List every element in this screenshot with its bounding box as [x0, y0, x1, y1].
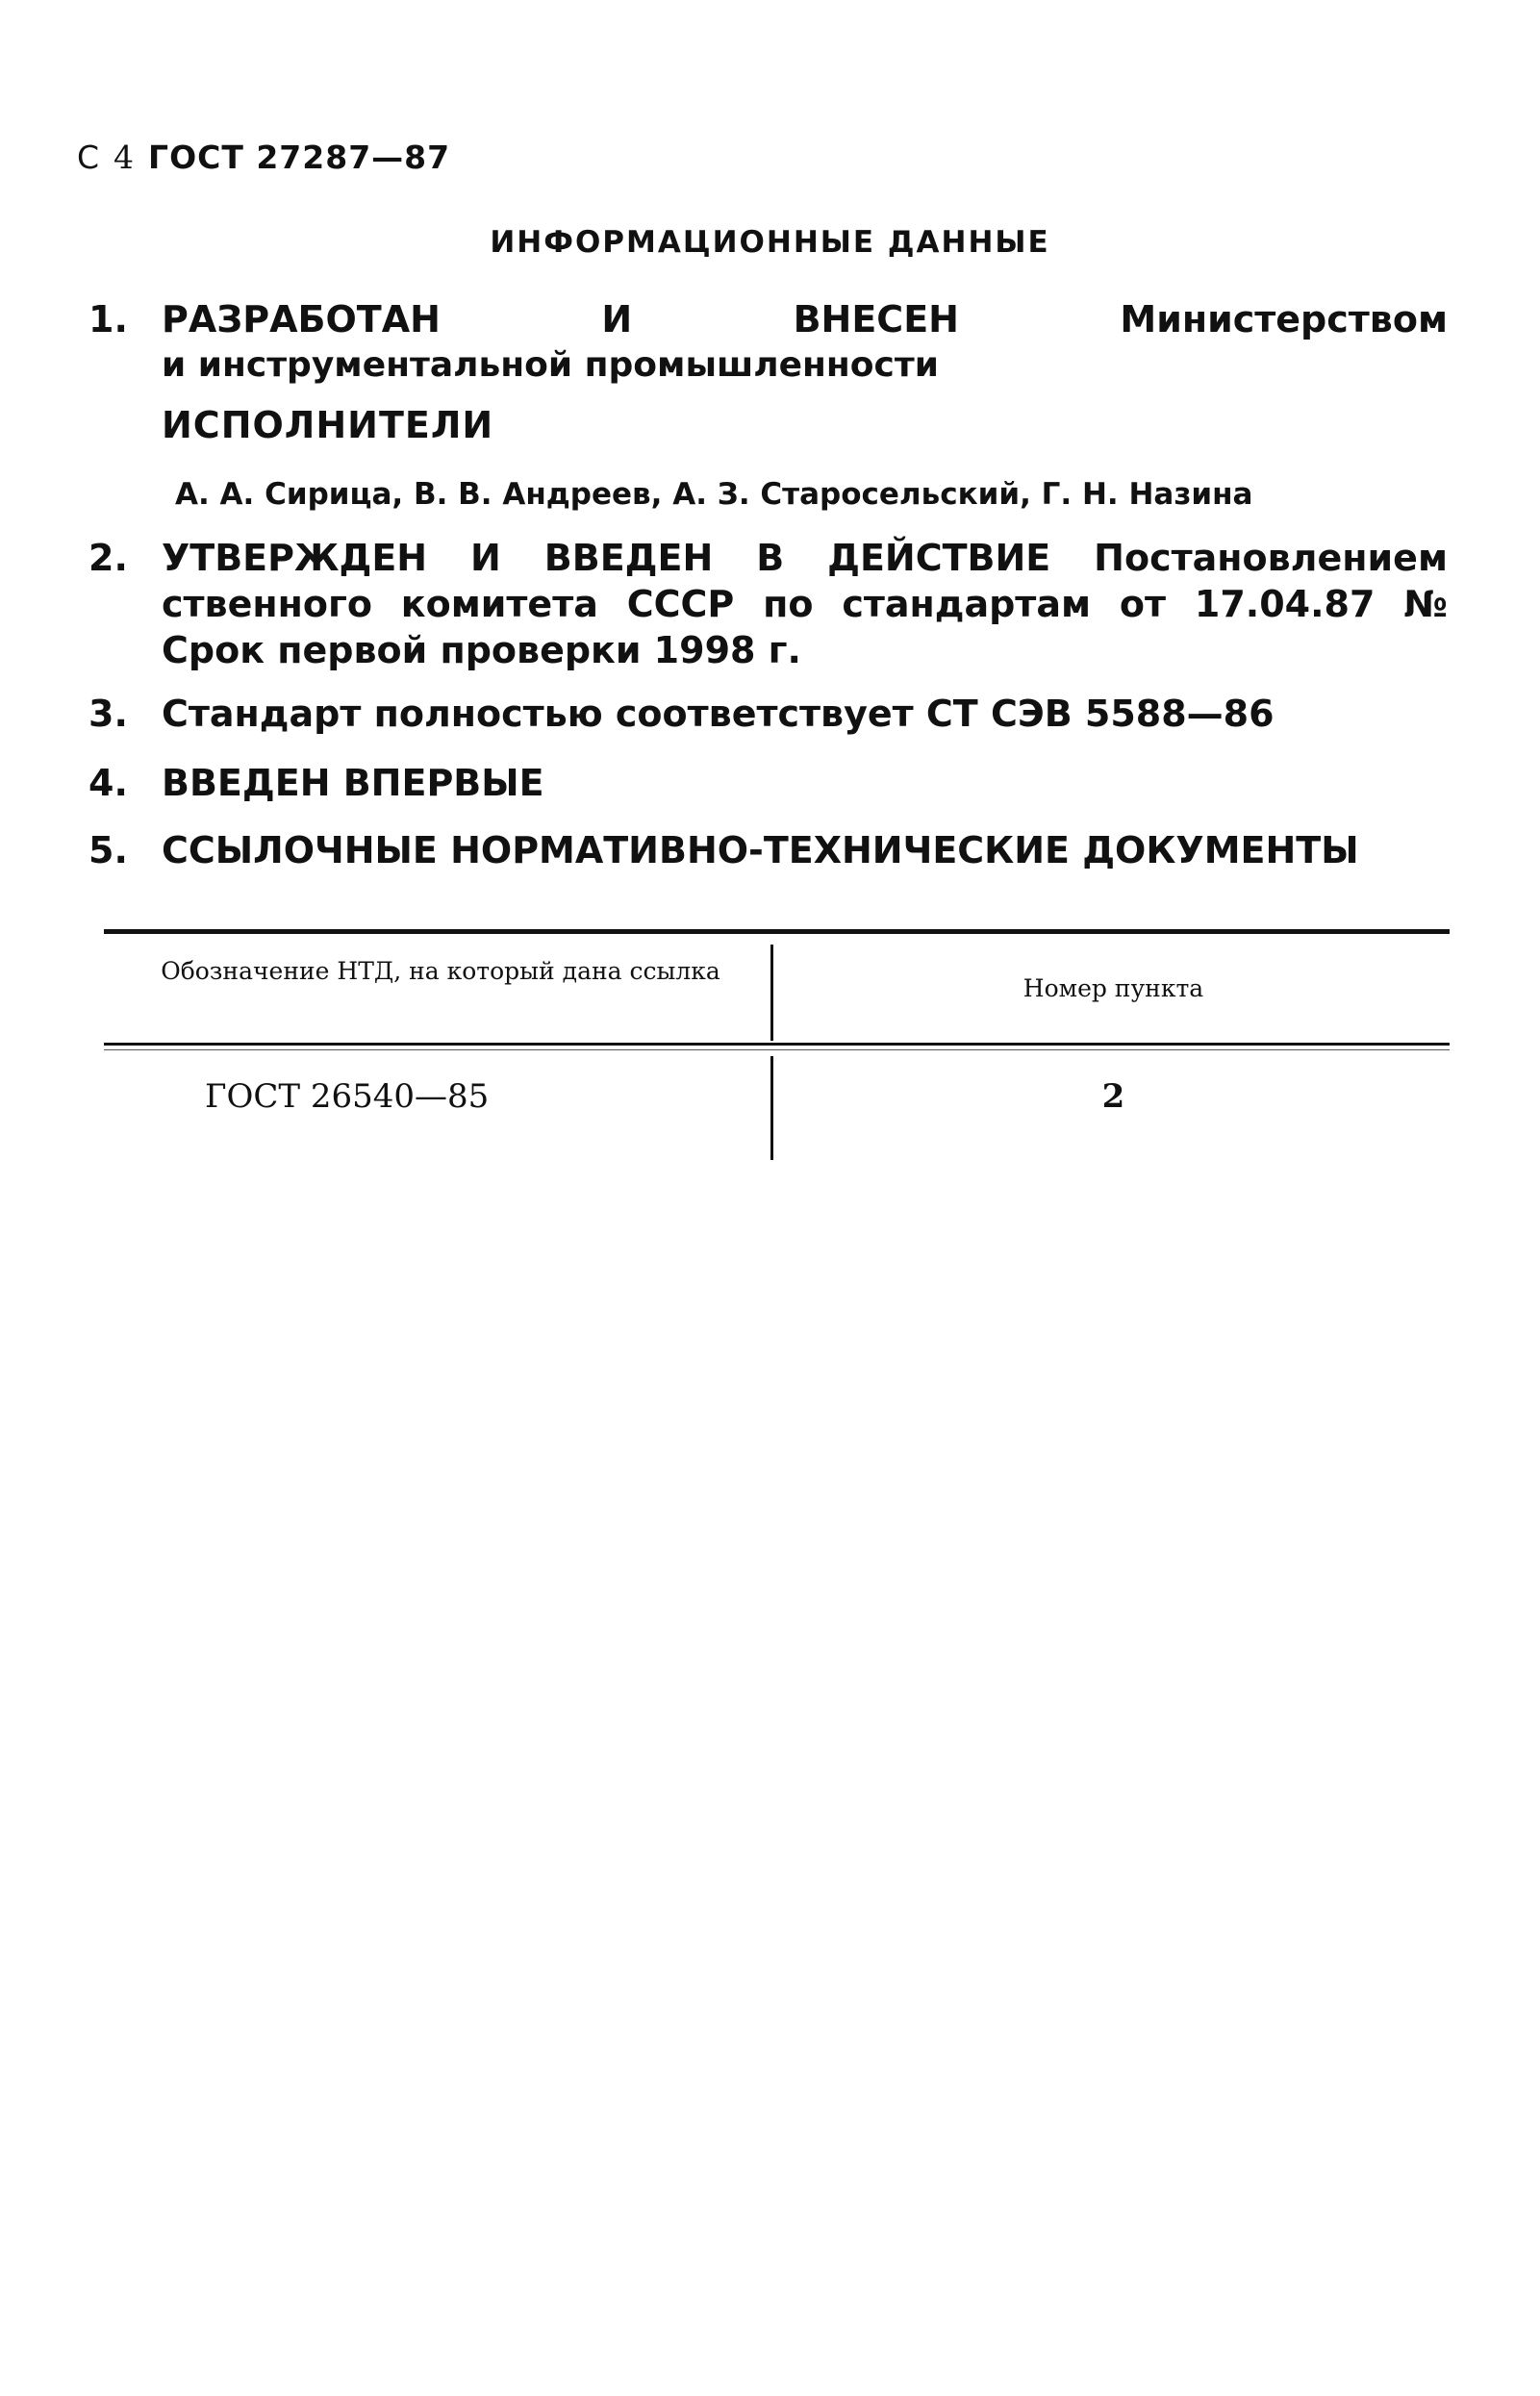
header-prefix: С — [77, 139, 101, 176]
table-cell-item-number: 2 — [1101, 1077, 1125, 1116]
section-title: ИНФОРМАЦИОННЫЕ ДАННЫЕ — [490, 225, 1050, 260]
info-item-5 — [88, 827, 1448, 873]
item-number: 3. — [88, 693, 128, 735]
executors-heading: ИСПОЛНИТЕЛИ — [162, 404, 494, 446]
info-item-4 — [88, 760, 1448, 806]
item-line: УТВЕРЖДЕН И ВВЕДЕН В ДЕЙСТВИЕ Постановлением — [162, 537, 1448, 579]
item-line: ственного комитета СССР по стандартам от 17.04.87 № — [162, 583, 1448, 625]
table-header-rule — [104, 1043, 1450, 1046]
info-item-2 — [88, 535, 1448, 673]
page-header — [77, 139, 450, 176]
item-line: ССЫЛОЧНЫЕ НОРМАТИВНО-ТЕХНИЧЕСКИЕ ДОКУМЕНТЫ — [162, 829, 1359, 871]
table-header-designation: Обозначение НТД, на который дана ссылка — [161, 957, 720, 985]
item-line: ВВЕДЕН ВПЕРВЫЕ — [162, 762, 544, 804]
item-line: Срок первой проверки 1998 г. — [162, 629, 801, 671]
table-header-rule-thin — [104, 1049, 1450, 1050]
item-line: РАЗРАБОТАН И ВНЕСЕН Министерством — [162, 298, 1448, 340]
reference-table — [104, 929, 1450, 1160]
item-line: и инструментальной промышленности — [162, 345, 939, 385]
standard-code: ГОСТ 27287—87 — [148, 139, 451, 176]
info-item-3 — [88, 691, 1448, 737]
item-number: 4. — [88, 762, 128, 804]
table-header-item-number: Номер пункта — [1022, 974, 1204, 1002]
item-number: 1. — [88, 298, 128, 340]
table-cell-designation: ГОСТ 26540—85 — [205, 1077, 490, 1116]
column-divider — [770, 1056, 773, 1160]
item-line: Стандарт полностью соответствует СТ СЭВ 5588—86 — [162, 693, 1275, 735]
item-number: 2. — [88, 537, 128, 579]
executors-names: А. А. Сирица, В. В. Андреев, А. З. Старосельский, Г. Н. Назина — [175, 477, 1253, 512]
info-item-1 — [88, 296, 1448, 389]
page-number: 4 — [114, 139, 136, 176]
table-top-rule — [104, 929, 1450, 934]
column-divider — [770, 945, 773, 1041]
item-number: 5. — [88, 829, 128, 871]
